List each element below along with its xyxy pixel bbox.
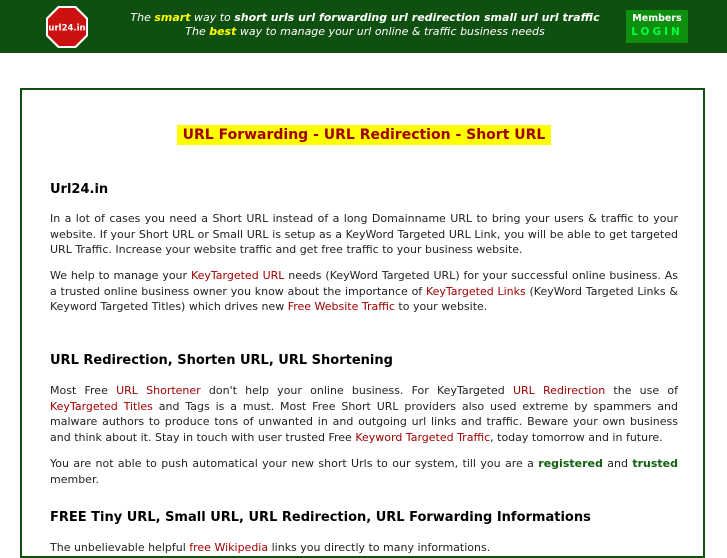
keytargeted-paragraph: We help to manage your KeyTargeted URL needs (KeyWord Targeted URL) for your successful online business. As a trusted online business owner you know about the importance of KeyTargeted Links (KeyWord Targeted Links & Keyword Targeted Titles) which drives new Free Website Traffic to your website. (50, 269, 679, 313)
site-logo[interactable] (45, 5, 89, 49)
tagline-line-1: The smart way to short urls url forwarding url redirection small url url traffic (130, 11, 600, 24)
link-keytargeted-titles[interactable]: KeyTargeted Titles (50, 399, 153, 413)
members-label: Members (632, 13, 682, 24)
logo-text: url24.in (48, 23, 86, 34)
link-free-website-traffic[interactable]: Free Website Traffic (287, 300, 395, 313)
wikipedia-paragraph: The unbelievable helpful free Wikipedia links you directly to many informations. (50, 541, 491, 554)
tagline-line-2: The best way to manage your url online & traffic business needs (185, 25, 545, 38)
registered-text: registered (538, 457, 603, 470)
trusted-text: trusted (632, 457, 678, 470)
link-keytargeted-links[interactable]: KeyTargeted Links (425, 284, 526, 298)
membership-paragraph: You are not able to push automatical your new short Urls to our system, till you are a registered and trusted member. (50, 457, 678, 486)
link-keytargeted-url[interactable]: KeyTargeted URL (190, 269, 285, 282)
section-title-free-tiny-url: FREE Tiny URL, Small URL, URL Redirection, URL Forwarding Informations (50, 510, 591, 525)
page-heading: URL Forwarding - URL Redirection - Short URL (50, 127, 678, 143)
tagline (120, 11, 610, 39)
site-title: Url24.in (50, 182, 109, 197)
redirection-paragraph: Most Free URL Shortener don't help your online business. For KeyTargeted URL Redirection the use of KeyTargeted Titles and Tags is a must. Most Free Short URL providers also used extreme by spammers and malware authors to produce tons of unwanted in and outgoing url links and traffic. Beware your own business and think about it. Stay in touch with user trusted Free Keyword Targeted Traffic, today tomorrow and in future. (50, 384, 678, 444)
intro-paragraph: In a lot of cases you need a Short URL instead of a long Domainname URL to bring your users & traffic to your website. If your Short URL or Small URL is setup as a KeyWord Targeted URL Link, you will be able to get targeted URL Traffic. Increase your website traffic and get free traffic to your business website. (50, 212, 678, 256)
members-login-button[interactable] (626, 10, 688, 43)
link-keyword-targeted-traffic[interactable]: Keyword Targeted Traffic (355, 430, 491, 444)
login-label: LOGIN (631, 26, 683, 38)
main-content-box (20, 88, 705, 558)
section-title-redirection: URL Redirection, Shorten URL, URL Shortening (50, 353, 393, 368)
link-url-shortener[interactable]: URL Shortener (116, 384, 201, 397)
site-header (0, 0, 727, 53)
link-free-wikipedia[interactable]: free Wikipedia (189, 541, 269, 554)
link-url-redirection[interactable]: URL Redirection (512, 384, 606, 397)
